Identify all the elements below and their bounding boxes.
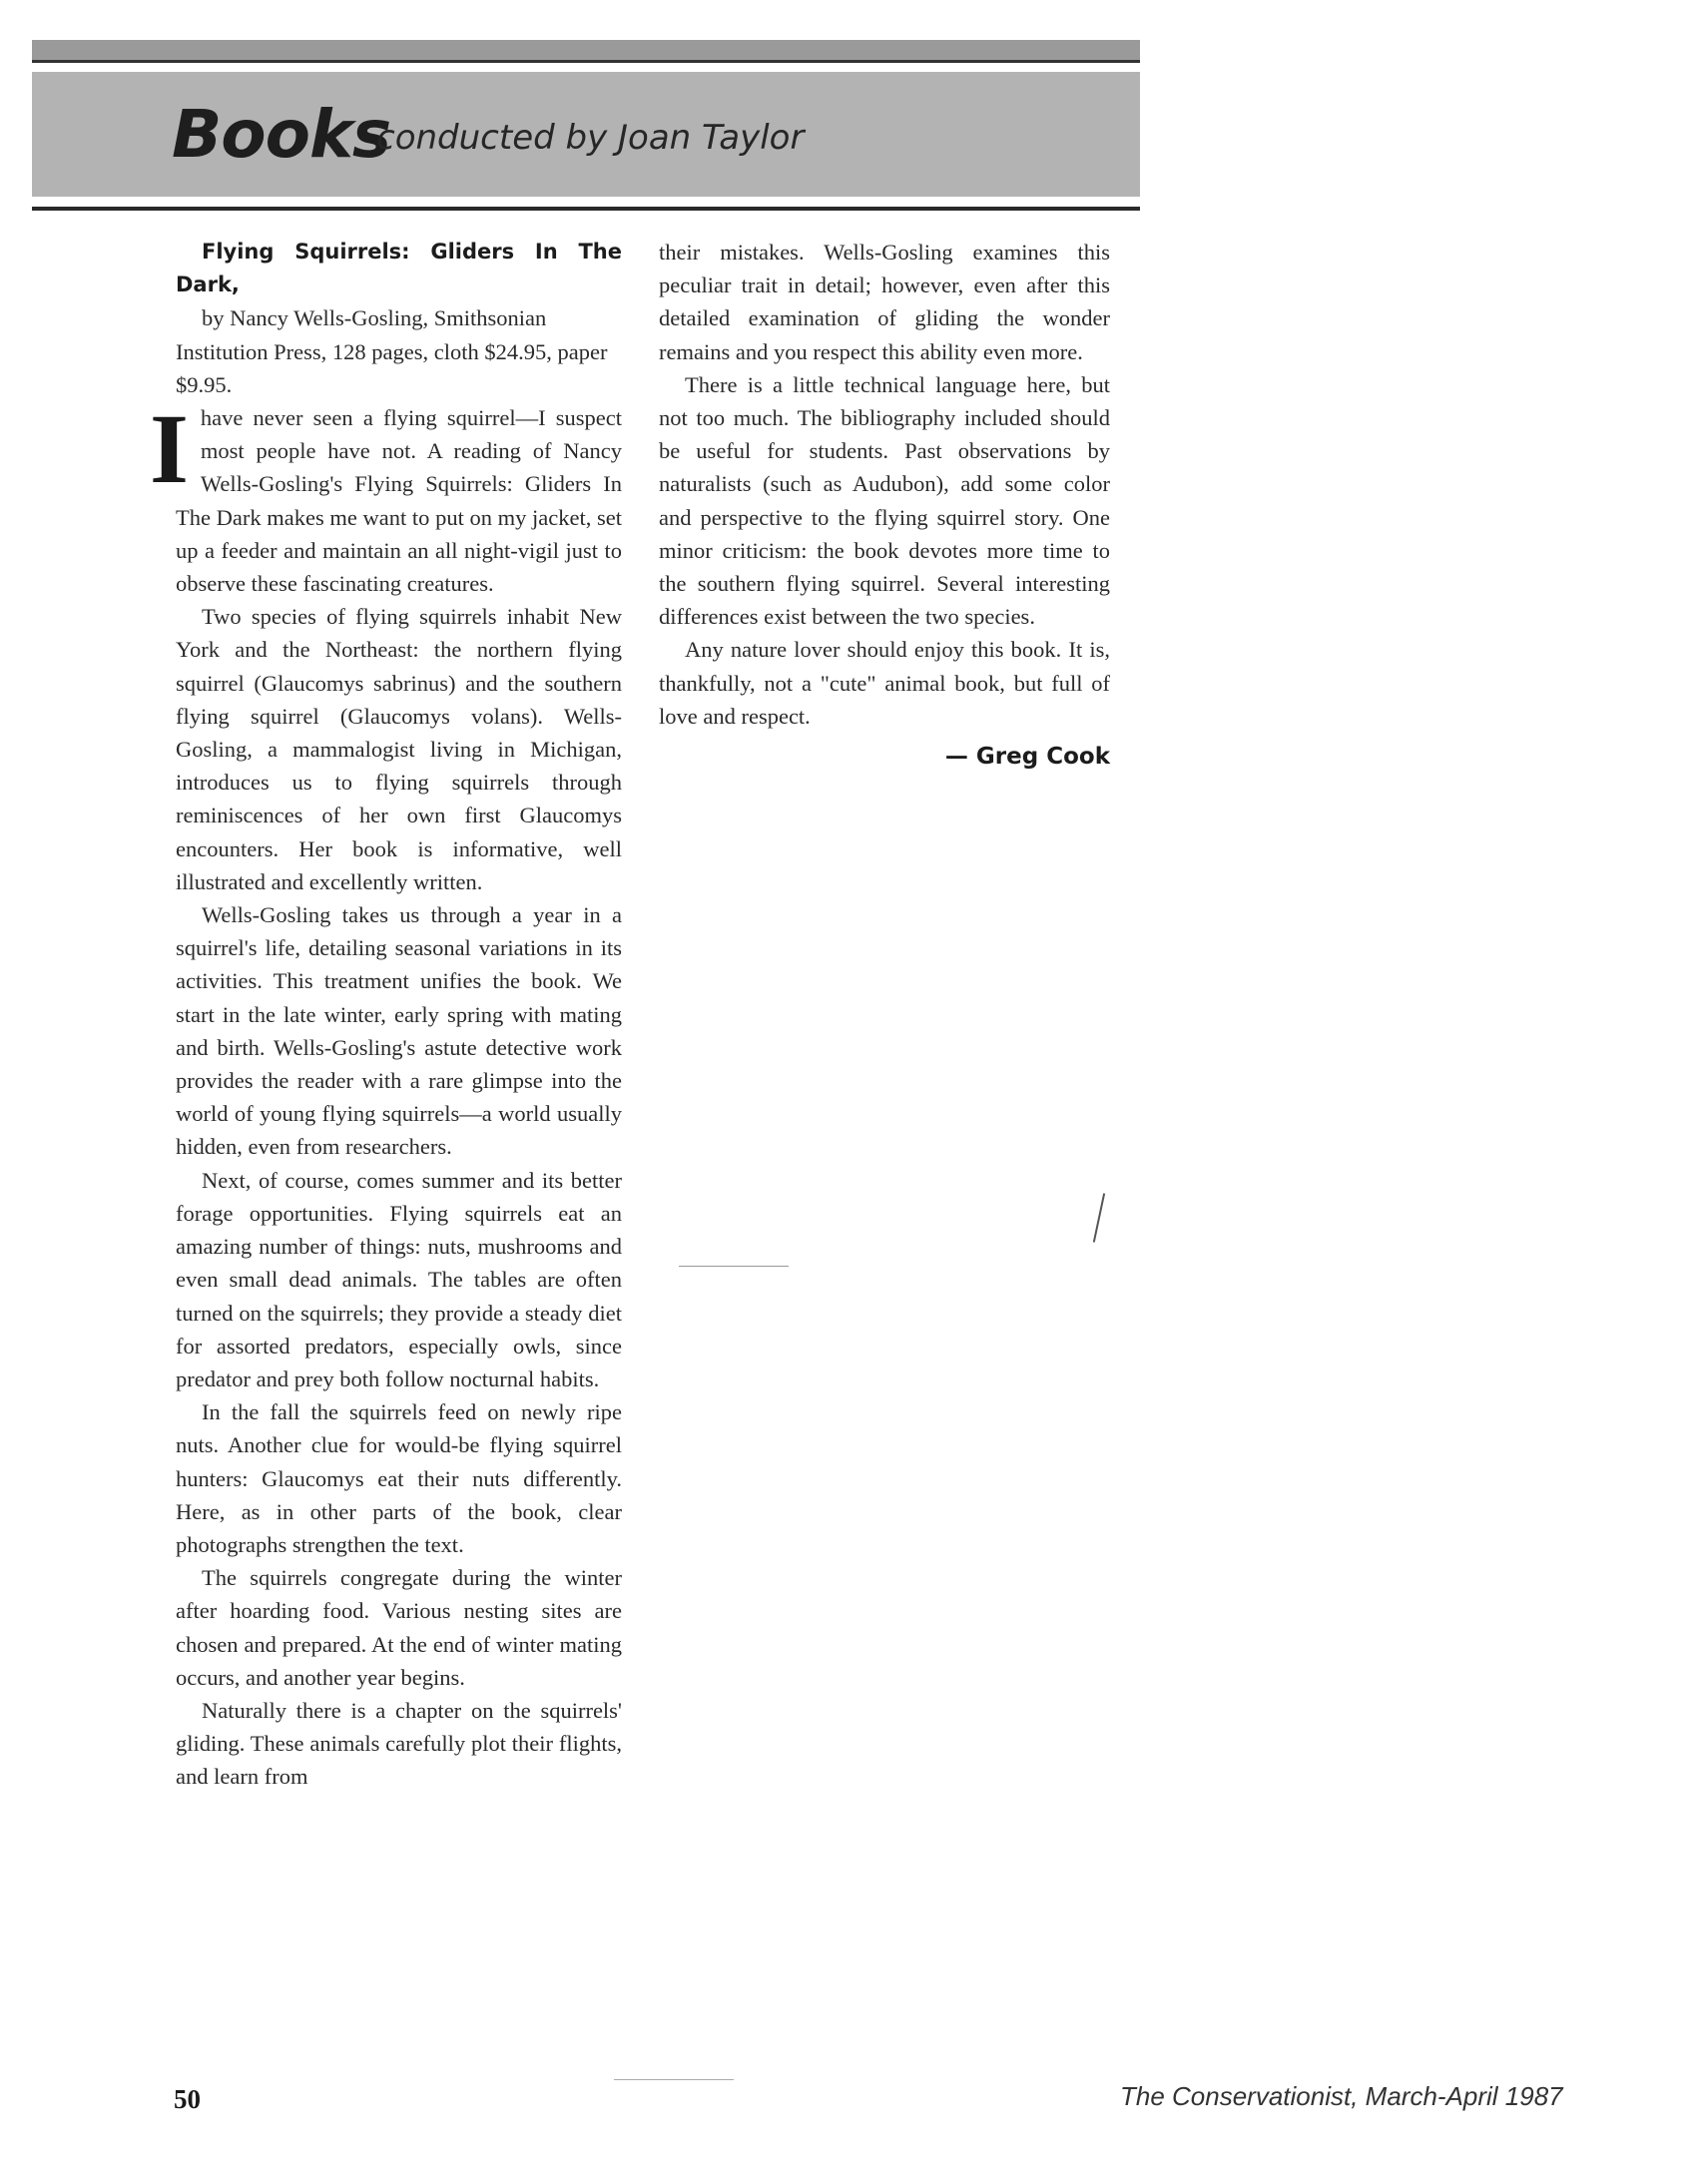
scan-mark bbox=[1093, 1193, 1105, 1242]
review-paragraph-9: There is a little technical language here, but not too much. The bibliography included should be useful for students. Past observations by naturalists (such as Audubon), add some color and perspective to the flying squirrel story. One minor criticism: the book devotes more time to the southern flying squirrel. Several interesting differences exist between the two species. bbox=[659, 371, 1110, 630]
review-paragraph-3: Wells-Gosling takes us through a year in a squirrel's life, detailing seasonal variations in its activities. This treatment unifies the book. We start in the late winter, early spring with mating and birth. Wells-Gosling's astute detective work provides the reader with a rare glimpse into the world of young flying squirrels—a world usually hidden, even from researchers. bbox=[176, 902, 622, 1160]
right-column bbox=[659, 236, 1110, 774]
section-byline: conducted by Joan Taylor bbox=[376, 118, 805, 158]
banner-rule bbox=[32, 207, 1140, 211]
page-number: 50 bbox=[174, 2084, 201, 2114]
scan-mark bbox=[679, 1266, 789, 1267]
left-column bbox=[150, 236, 622, 1794]
book-details: by Nancy Wells-Gosling, Smithsonian Institution Press, 128 pages, cloth $24.95, paper $9.95. bbox=[176, 305, 608, 397]
top-rule bbox=[32, 40, 1140, 63]
drop-cap: I bbox=[150, 393, 189, 505]
review-paragraph-4: Next, of course, comes summer and its better forage opportunities. Flying squirrels eat an amazing number of things: nuts, mushrooms and even small dead animals. The tables are often turned on the squirrels; they provide a steady diet for assorted predators, especially owls, since predator and prey both follow nocturnal habits. bbox=[176, 1167, 622, 1391]
review-paragraph-10: Any nature lover should enjoy this book. It is, thankfully, not a "cute" animal book, but full of love and respect. bbox=[659, 637, 1110, 729]
scan-mark bbox=[614, 2079, 734, 2080]
review-paragraph-1: Ihave never seen a flying squirrel—I suspect most people have not. A reading of Nancy Wells-Gosling's Flying Squirrels: Gliders In The Dark makes me want to put on my jacket, set up a feeder and maintain an all night-vigil just to observe these fascinating creatures. bbox=[150, 393, 622, 597]
section-title: Books bbox=[172, 96, 391, 173]
review-paragraph-7: Naturally there is a chapter on the squirrels' gliding. These animals carefully plot their flights, and learn from bbox=[176, 1697, 622, 1790]
review-paragraph-6: The squirrels congregate during the winter after hoarding food. Various nesting sites are chosen and prepared. At the end of winter mating occurs, and another year begins. bbox=[176, 1565, 622, 1690]
review-paragraph-2: Two species of flying squirrels inhabit New York and the Northeast: the northern flying squirrel (Glaucomys sabrinus) and the southern flying squirrel (Glaucomys volans). Wells-Gosling, a mammalogist living in Michigan, introduces us to flying squirrels through reminiscences of her own first Glaucomys encounters. Her book is informative, well illustrated and excellently written. bbox=[176, 604, 622, 894]
section-banner bbox=[32, 72, 1140, 197]
reviewer-signature: — Greg Cook bbox=[944, 744, 1110, 771]
publication-footer: The Conservationist, March-April 1987 bbox=[1120, 2081, 1563, 2111]
review-paragraph-5: In the fall the squirrels feed on newly ripe nuts. Another clue for would-be flying squirrel hunters: Glaucomys eat their nuts differently. Here, as in other parts of the book, clear photographs strengthen the text. bbox=[176, 1399, 622, 1557]
review-paragraph-8: their mistakes. Wells-Gosling examines this peculiar trait in detail; however, even after this detailed examination of gliding the wonder remains and you respect this ability even more. bbox=[659, 240, 1110, 364]
book-title: Flying Squirrels: Gliders In The Dark, bbox=[176, 240, 622, 297]
